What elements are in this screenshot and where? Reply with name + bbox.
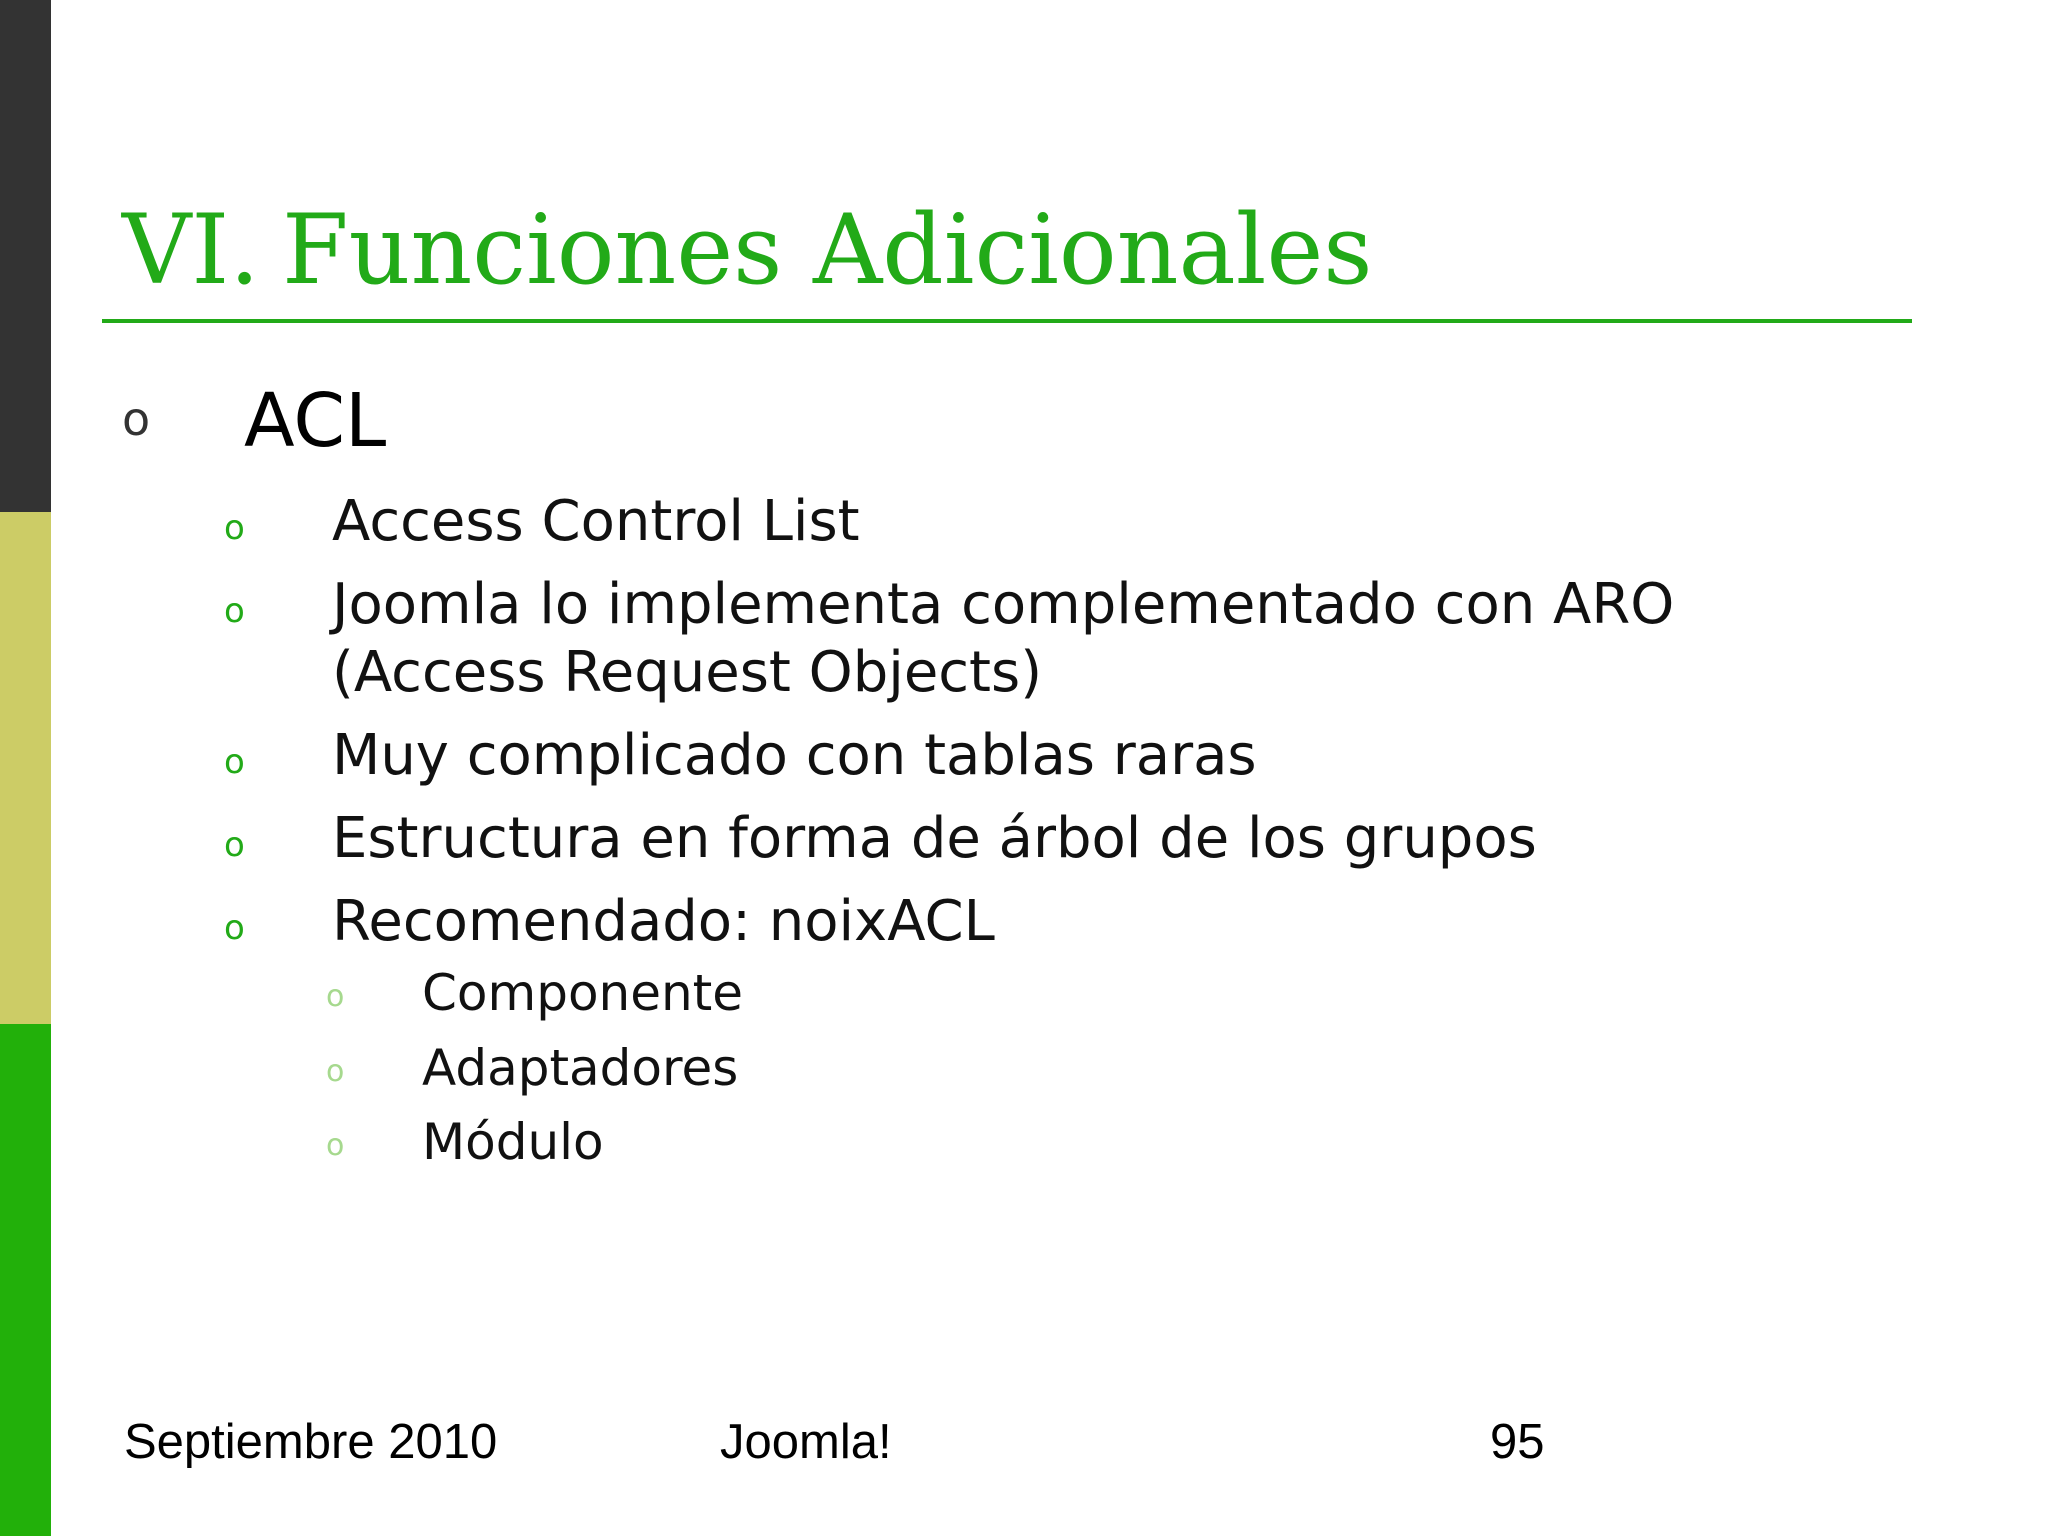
- sidebar-stripe-green: [0, 1024, 51, 1536]
- slide-title: [122, 185, 1373, 315]
- bullet-text: ACL: [244, 378, 387, 464]
- bullet-marker-icon: o: [326, 1054, 345, 1089]
- sub-bullet-text: Access Control List: [332, 489, 860, 554]
- sub-bullet-text: Estructura en forma de árbol de los grupos: [332, 806, 1537, 871]
- sub-sub-bullet-text: Adaptadores: [422, 1039, 739, 1097]
- bullet-marker-icon: o: [122, 392, 151, 446]
- title-divider: [102, 319, 1912, 323]
- sidebar-stripe-dark: [0, 0, 51, 512]
- sub-bullet-text: Recomendado: noixACL: [332, 889, 995, 954]
- bullet-marker-icon: o: [224, 742, 245, 782]
- sidebar-stripe-olive: [0, 512, 51, 1024]
- bullet-marker-icon: o: [224, 591, 245, 631]
- sub-sub-bullet-text: Módulo: [422, 1113, 604, 1171]
- bullet-marker-icon: o: [224, 825, 245, 865]
- footer-page-number: 95: [1490, 1415, 1545, 1469]
- sub-bullet-text: Muy complicado con tablas raras: [332, 723, 1257, 788]
- sub-bullet-text: Joomla lo implementa complementado con ARO (Access Request Objects): [332, 572, 1675, 705]
- slide-title-text: Funciones Adicionales: [282, 194, 1373, 306]
- footer-topic: Joomla!: [720, 1415, 892, 1469]
- bullet-marker-icon: o: [326, 979, 345, 1014]
- bullet-marker-icon: o: [224, 508, 245, 548]
- footer-date: Septiembre 2010: [124, 1415, 498, 1469]
- bullet-marker-icon: o: [326, 1128, 345, 1163]
- bullet-marker-icon: o: [224, 908, 245, 948]
- slide-title-number: VI.: [122, 194, 260, 306]
- sub-sub-bullet-text: Componente: [422, 964, 744, 1022]
